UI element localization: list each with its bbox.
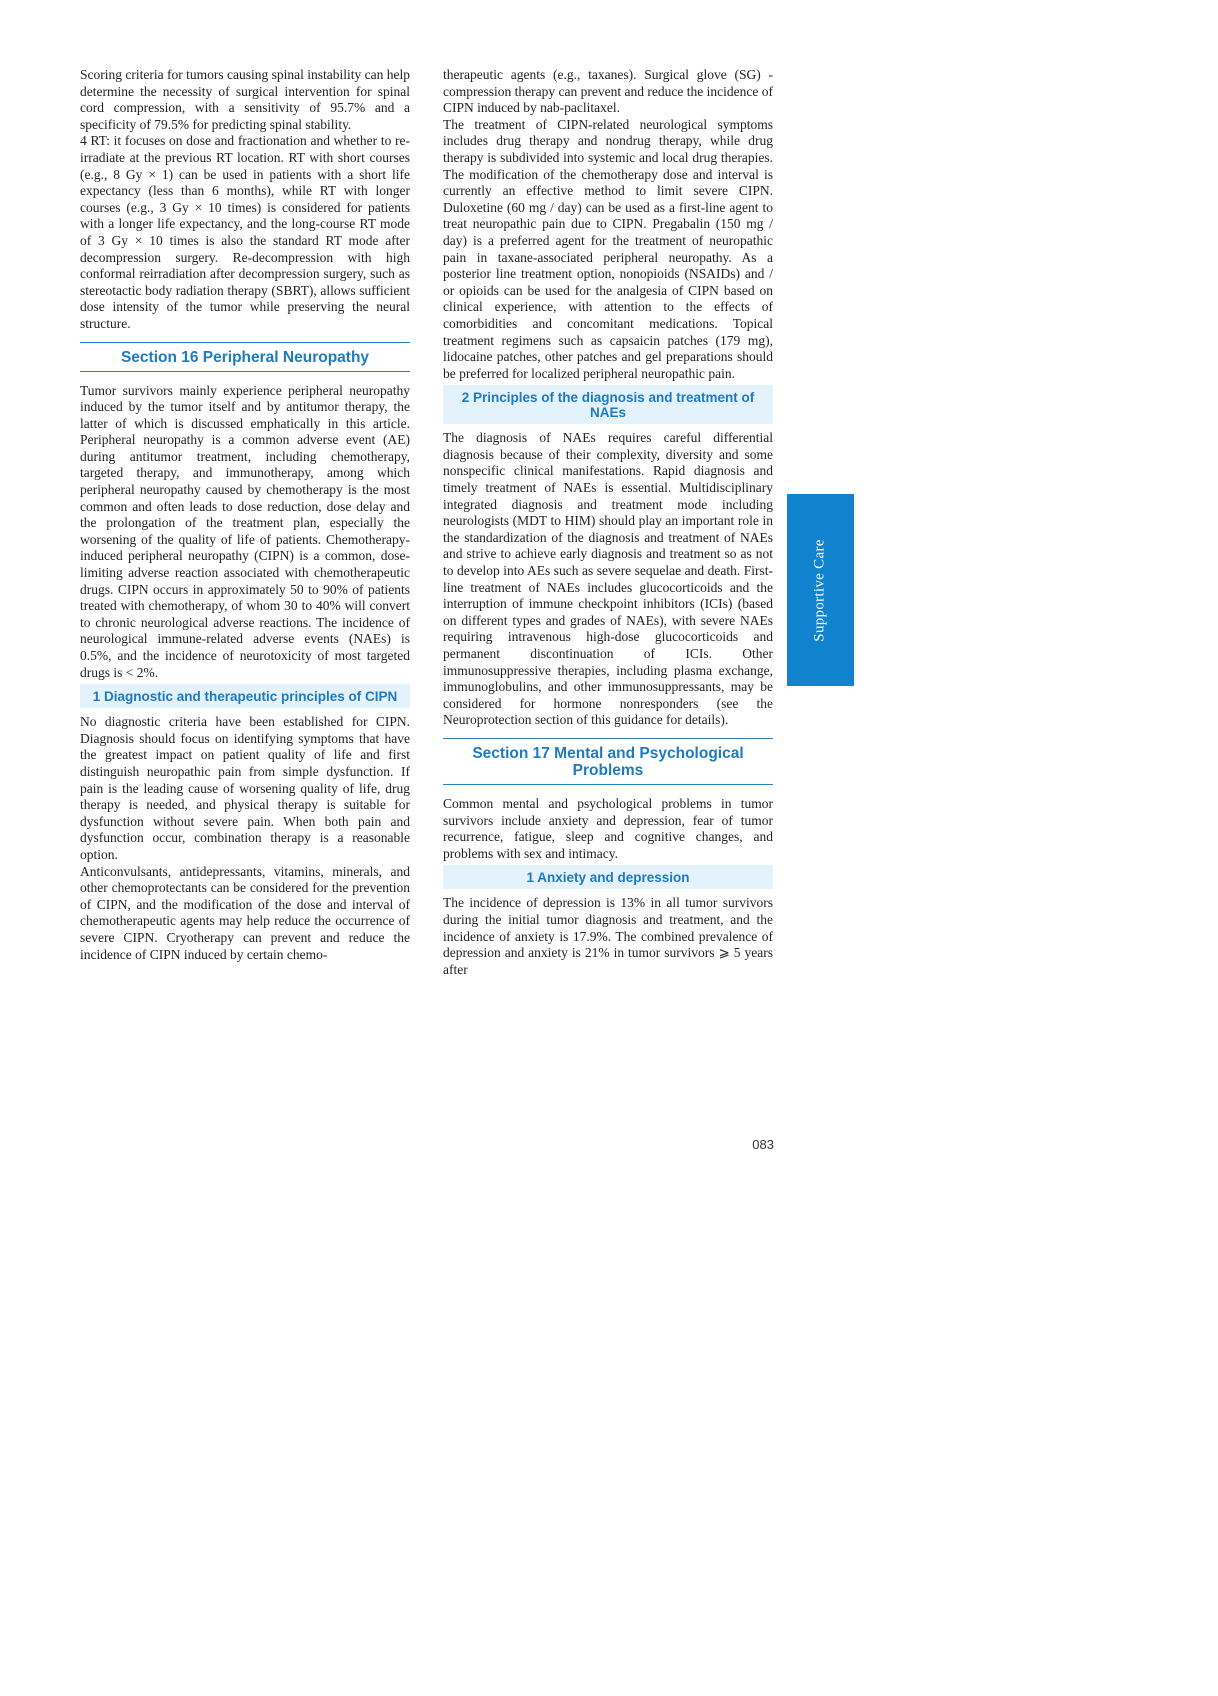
- page-number: 083: [752, 1137, 774, 1152]
- subheading-naes-principles: 2 Principles of the diagnosis and treatment of NAEs: [443, 385, 773, 424]
- left-column: [80, 67, 410, 963]
- body-paragraph: Common mental and psychological problems in tumor survivors include anxiety and depression, fear of tumor recurrence, fatigue, sleep and cognitive changes, and problems with sex and intimacy.: [443, 795, 773, 861]
- side-tab-supportive-care: [787, 494, 854, 686]
- body-paragraph: The treatment of CIPN-related neurological symptoms includes drug therapy and nondrug therapy, while drug therapy is subdivided into systemic and local drug therapies. The modification of the chemotherapy dose and interval is currently an effective method to limit severe CIPN. Duloxetine (60 mg / day) can be used as a first-line agent to treat neuropathic pain due to CIPN. Pregabalin (150 mg / day) is a preferred agent for the treatment of neuropathic pain in taxane-associated peripheral neuropathy. As a posterior line treatment option, nonopioids (NSAIDs) and / or opioids can be used for the analgesia of CIPN based on clinical experience, with attention to the effects of comorbidities and concomitant medications. Topical treatment regimens such as capsaicin patches (179 mg), lidocaine patches, other patches and gel preparations should be preferred for localized peripheral neuropathic pain.: [443, 116, 773, 381]
- body-paragraph: No diagnostic criteria have been established for CIPN. Diagnosis should focus on identifying symptoms that have the greatest impact on patient quality of life and first distinguish neuropathic pain from simple dysfunction. If pain is the leading cause of worsening quality of life, drug therapy is needed, and physical therapy is suitable for dysfunction without severe pain. When both pain and dysfunction occur, combination therapy is a reasonable option.: [80, 714, 410, 862]
- body-paragraph: Anticonvulsants, antidepressants, vitamins, minerals, and other chemoprotectants can be considered for the prevention of CIPN, and the modification of the dose and interval of chemotherapeutic agents may help reduce the occurrence of severe CIPN. Cryotherapy can prevent and reduce the incidence of CIPN induced by certain chemo-: [80, 863, 410, 962]
- subheading-cipn-principles: 1 Diagnostic and therapeutic principles of CIPN: [80, 684, 410, 708]
- body-paragraph: The incidence of depression is 13% in all tumor survivors during the initial tumor diagnosis and treatment, and the incidence of anxiety is 17.9%. The combined prevalence of depression and anxiety is 21% in tumor survivors ⩾ 5 years after: [443, 895, 773, 977]
- body-paragraph: The diagnosis of NAEs requires careful differential diagnosis because of their complexity, diversity and some nonspecific clinical manifestations. Rapid diagnosis and timely treatment of NAEs is essential. Multidisciplinary integrated diagnosis and treatment mode including neurologists (MDT to HIM) should play an important role in the standardization of the diagnosis and treatment of NAEs and strive to achieve early diagnosis and treatment so as not to develop into AEs such as severe sequelae and death. First-line treatment of NAEs includes glucocorticoids and the interruption of immune checkpoint inhibitors (ICIs) (based on different types and grades of NAEs), with severe NAEs requiring intravenous high-dose glucocorticoids and permanent discontinuation of ICIs. Other immunosuppressive therapies, including plasma exchange, immunoglobulins, and other immunosuppressants, may be considered for hormone nonresponders (see the Neuroprotection section of this guidance for details).: [443, 430, 773, 728]
- body-paragraph: Tumor survivors mainly experience peripheral neuropathy induced by the tumor itself and by antitumor therapy, the latter of which is discussed emphatically in this article. Peripheral neuropathy is a common adverse event (AE) during antitumor treatment, including chemotherapy, targeted therapy, and immunotherapy, among which peripheral neuropathy caused by chemotherapy is the most common and often leads to dose reduction, dose delay and the prolongation of the treatment plan, especially the worsening of the quality of life of patients. Chemotherapy-induced peripheral neuropathy (CIPN) is a common, dose-limiting adverse reaction associated with chemotherapeutic drugs. CIPN occurs in approximately 50 to 90% of patients treated with chemotherapy, of whom 30 to 40% will convert to chronic neurological adverse reactions. The incidence of neurological immune-related adverse events (NAEs) is 0.5%, and the incidence of neurotoxicity of most targeted drugs is < 2%.: [80, 382, 410, 680]
- section-heading-mental-psychological: Section 17 Mental and Psychological Problems: [443, 738, 773, 785]
- right-column: [443, 67, 773, 978]
- subheading-anxiety-depression: 1 Anxiety and depression: [443, 865, 773, 889]
- body-paragraph: Scoring criteria for tumors causing spinal instability can help determine the necessity of surgical intervention for spinal cord compression, with a sensitivity of 95.7% and a specificity of 79.5% for predicting spinal stability.: [80, 67, 410, 132]
- section-heading-peripheral-neuropathy: Section 16 Peripheral Neuropathy: [80, 342, 410, 372]
- side-tab-label: Supportive Care: [812, 538, 828, 642]
- body-paragraph: therapeutic agents (e.g., taxanes). Surgical glove (SG) - compression therapy can prevent and reduce the incidence of CIPN induced by nab-paclitaxel.: [443, 67, 773, 116]
- body-paragraph: 4 RT: it focuses on dose and fractionation and whether to re-irradiate at the previous RT location. RT with short courses (e.g., 8 Gy × 1) can be used in patients with a short life expectancy (less than 6 months), while RT with longer courses (e.g., 3 Gy × 10 times) is considered for patients with a longer life expectancy, and the long-course RT mode of 3 Gy × 10 times is also the standard RT mode after decompression surgery. Re-decompression with high conformal reirradiation after decompression surgery, such as stereotactic body radiation therapy (SBRT), allows sufficient dose intensity of the tumor while preserving the neural structure.: [80, 133, 410, 331]
